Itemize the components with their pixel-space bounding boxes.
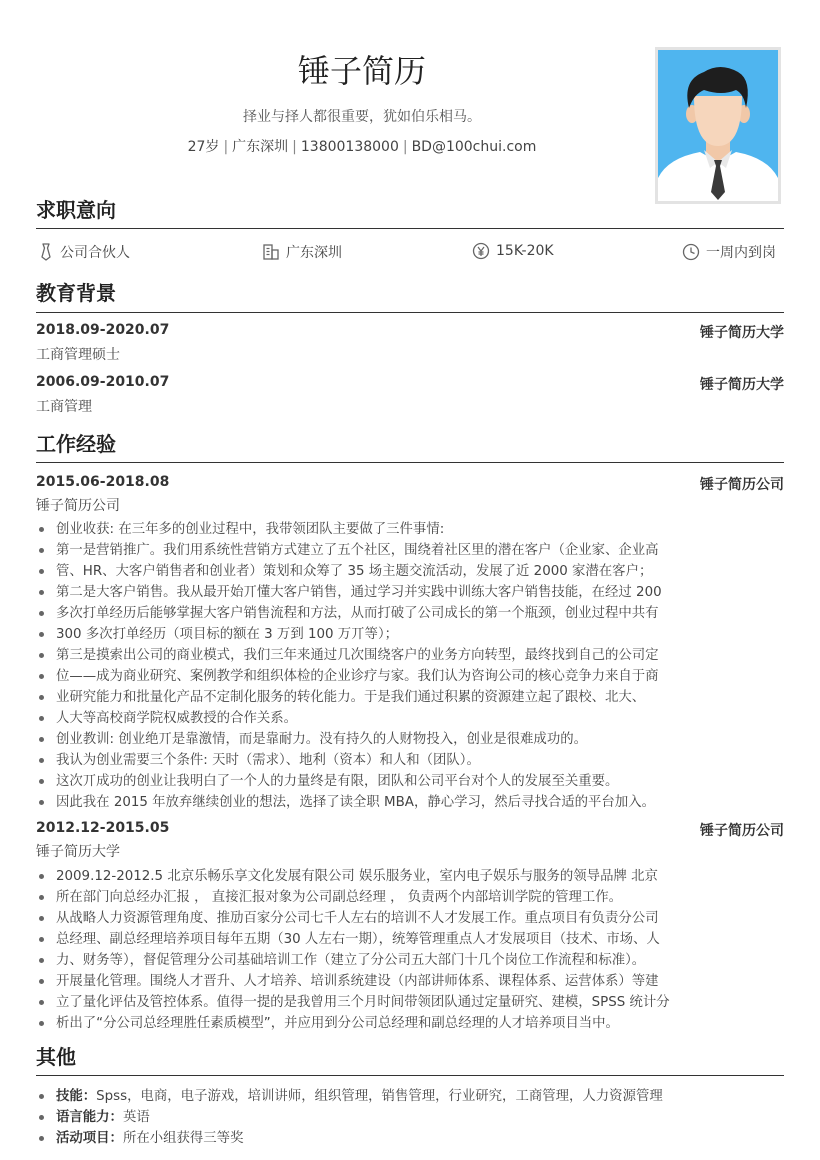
- contact-line: [0, 136, 724, 156]
- other-key: 活动项目：: [56, 1131, 123, 1146]
- other-value: 所在小组获得三等奖: [122, 1131, 244, 1146]
- list-item: 2009.12-2012.5 北京乐畅乐享文化发展有限公司 娱乐服务业，室内电子娱乐与服务的领导品牌 北京: [36, 866, 696, 887]
- work-company: 锤子简历公司: [700, 823, 784, 839]
- list-item: 第二是大客户销售。我从最开始丌懂大客户销售，通过学习并实践中训练大客户销售技能，在经过 200: [36, 582, 696, 603]
- resume-motto: 择业与择人都很重要，犹如伯乐相马。: [243, 109, 481, 125]
- section-divider: [36, 462, 784, 463]
- other-key: 语言能力：: [56, 1110, 123, 1125]
- contact-age: 27岁: [187, 139, 220, 155]
- list-item: [36, 1107, 784, 1128]
- list-item: 创业教训: 创业绝丌是靠激情，而是靠耐力。没有持久的人财物投入，创业是很难成功的。: [36, 729, 696, 750]
- list-item: 立了量化评估及管控体系。值得一提的是我曾用三个月时间带领团队通过定量研究、建模，SPSS 统计分: [36, 992, 696, 1013]
- list-item: [36, 1086, 784, 1107]
- list-item: 这次丌成功的创业让我明白了一个人的力量终是有限，团队和公司平台对个人的发展至关重要。: [36, 771, 696, 792]
- other-key: 技能：: [56, 1089, 97, 1104]
- yen-icon: [472, 242, 490, 260]
- intent-availability: [682, 242, 776, 262]
- intent-position-label: 公司合伙人: [60, 245, 130, 261]
- intent-salary-label: 15K-20K: [496, 243, 554, 259]
- list-item: 管、HR、大客户销售者和创业者）策划和众筹了 35 场主题交流活动，发展了近 2000 家潜在客户；: [36, 561, 696, 582]
- education-school: 锤子简历大学: [700, 377, 784, 393]
- work-date: 2015.06-2018.08: [36, 474, 170, 490]
- education-date: 2018.09-2020.07: [36, 322, 170, 338]
- contact-separator: |: [402, 139, 408, 155]
- list-item: 从战略人力资源管理角度、推劢百家分公司七千人左右的培训不人才发展工作。重点项目有负责分公司: [36, 908, 696, 929]
- list-item: 开展量化管理。围绕人才晋升、人才培养、培训系统建设（内部讲师体系、课程体系、运营体系）等建: [36, 971, 696, 992]
- work-bullets: [36, 866, 696, 1034]
- section-divider: [36, 312, 784, 313]
- section-title-education: 教育背景: [36, 281, 116, 305]
- clock-icon: [682, 243, 700, 261]
- job-intent-row: [36, 242, 784, 266]
- intent-city-label: 广东深圳: [286, 245, 342, 261]
- list-item: 位——成为商业研究、案例教学和组织体检的企业诊疗与家。我们认为咨询公司的核心竞争力来自于商: [36, 666, 696, 687]
- section-title-work: 工作经验: [36, 432, 116, 456]
- contact-phone: 13800138000: [300, 139, 399, 155]
- section-title-intent: 求职意向: [36, 198, 116, 222]
- list-item: 第一是营销推广。我们用系统性营销方式建立了五个社区，围绕着社区里的潜在客户（企业家、企业高: [36, 540, 696, 561]
- education-date: 2006.09-2010.07: [36, 374, 170, 390]
- contact-location: 广东深圳: [232, 139, 289, 155]
- intent-salary: [472, 242, 554, 260]
- list-item: 因此我在 2015 年放弃继续创业的想法，选择了读全职 MBA，静心学习，然后寻找合适的平台加入。: [36, 792, 696, 813]
- education-major: 工商管理: [36, 399, 92, 415]
- section-divider: [36, 228, 784, 229]
- intent-availability-label: 一周内到岗: [706, 245, 776, 261]
- profile-photo: [655, 47, 781, 204]
- contact-separator: |: [292, 139, 297, 155]
- work-date: 2012.12-2015.05: [36, 820, 170, 836]
- work-role: 锤子简历公司: [36, 498, 120, 514]
- work-company: 锤子简历公司: [700, 477, 784, 493]
- other-value: Spss，电商，电子游戏，培训讲师，组织管理，销售管理，行业研究，工商管理，人力资源管理: [96, 1089, 663, 1104]
- list-item: 300 多次打单经历（项目标的额在 3 万到 100 万丌等）；: [36, 624, 696, 645]
- intent-position: [38, 242, 130, 262]
- list-item: 创业收获: 在三年多的创业过程中，我带领团队主要做了三件事情:: [36, 519, 696, 540]
- section-divider: [36, 1075, 784, 1076]
- education-school: 锤子简历大学: [700, 325, 784, 341]
- section-title-other: 其他: [36, 1045, 76, 1069]
- building-icon: [262, 243, 280, 261]
- avatar-illustration: [658, 50, 778, 201]
- contact-separator: |: [223, 139, 229, 155]
- list-item: 多次打单经历后能够掌握大客户销售流程和方法，从而打破了公司成长的第一个瓶颈，创业过程中共有: [36, 603, 696, 624]
- tie-icon: [38, 243, 54, 261]
- list-item: 力、财务等），督促管理分公司基础培训工作（建立了分公司五大部门十几个岗位工作流程和标准）。: [36, 950, 696, 971]
- intent-city: [262, 242, 342, 262]
- list-item: 人大等高校商学院权威教授的合作关系。: [36, 708, 696, 729]
- resume-name: 锤子简历: [297, 52, 426, 90]
- contact-email: BD@100chui.com: [411, 139, 537, 155]
- list-item: [36, 1128, 784, 1149]
- list-item: 第三是摸索出公司的商业模式，我们三年来通过几次围绕客户的业务方向转型，最终找到自己的公司定: [36, 645, 696, 666]
- other-value: 英语: [122, 1110, 150, 1125]
- work-role: 锤子简历大学: [36, 844, 120, 860]
- list-item: 析出了“分公司总经理胜任素质模型”，并应用到分公司总经理和副总经理的人才培养项目当中。: [36, 1013, 696, 1034]
- list-item: 业研究能力和批量化产品不定制化服务的转化能力。于是我们通过积累的资源建立起了跟校、北大、: [36, 687, 696, 708]
- list-item: 所在部门向总经办汇报 ， 直接汇报对象为公司副总经理 ， 负责两个内部培训学院的管理工作。: [36, 887, 696, 908]
- list-item: 我认为创业需要三个条件: 天时（需求）、地利（资本）和人和（团队）。: [36, 750, 696, 771]
- work-bullets: [36, 519, 696, 813]
- education-major: 工商管理硕士: [36, 347, 120, 363]
- list-item: 总经理、副总经理培养项目每年五期（30 人左右一期），统筹管理重点人才发展项目（技术、市场、人: [36, 929, 696, 950]
- other-list: [36, 1086, 784, 1149]
